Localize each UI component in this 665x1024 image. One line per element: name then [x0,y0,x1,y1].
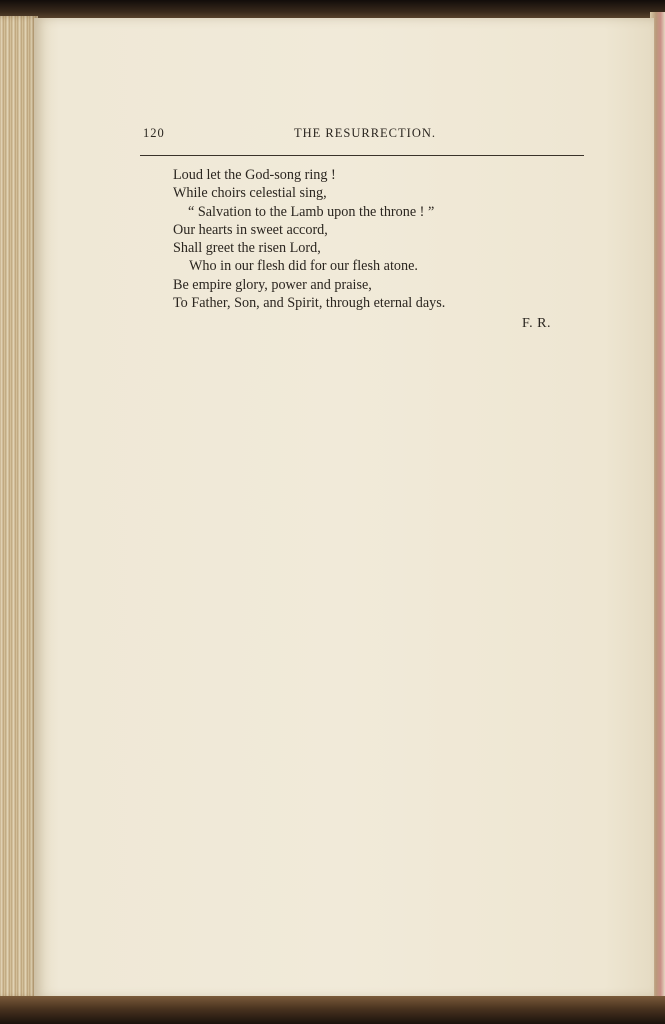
poem-line: “ Salvation to the Lamb upon the throne ! ” [188,203,435,220]
poem [173,166,586,312]
book-cover-bottom [0,996,665,1024]
running-head [140,118,586,142]
page-edges [0,16,38,998]
poem-line: Who in our flesh did for our flesh atone. [189,258,418,275]
poem-line: To Father, Son, and Spirit, through eternal days. [173,295,446,312]
poem-line: Loud let the God-song ring ! [173,167,336,183]
signature: F. R. [522,316,552,331]
running-title: THE RESURRECTION. [294,126,436,140]
poem-line: Shall greet the risen Lord, [173,240,321,257]
page-number: 120 [143,126,165,140]
poem-line: Our hearts in sweet accord, [173,221,328,238]
poem-line: Be empire glory, power and praise, [173,276,372,293]
header-rule [140,155,584,156]
poem-line: While choirs celestial sing, [173,185,327,202]
page-content [140,118,586,331]
